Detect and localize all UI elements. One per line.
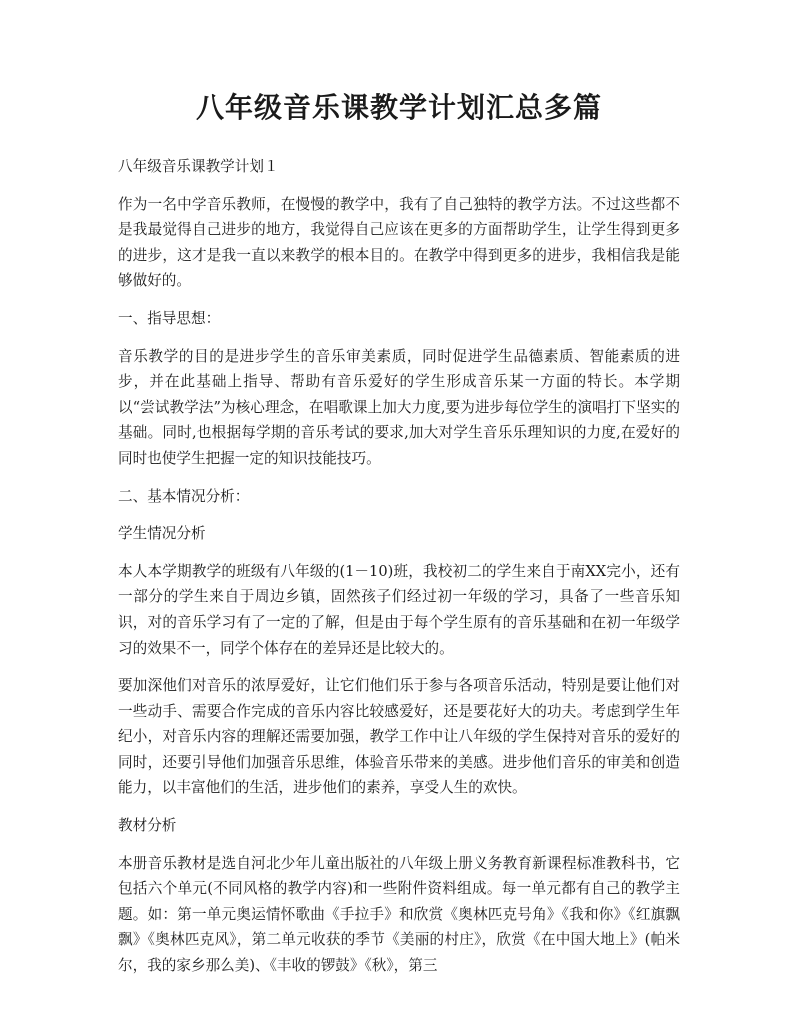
textbook-analysis-paragraph: 本册音乐教材是选自河北少年儿童出版社的八年级上册义务教育新课程标准教科书，它包括六个单元(不同风格的教学内容)和一些附件资料组成。每一单元都有自己的教学主题。如：第一单元奥运情怀歌曲《手拉手》和欣赏《奥林匹克号角》《我和你》《红旗飘飘》《奥林匹克风》，第二单元收获的季节《美丽的村庄》，欣赏《在中国大地上》(帕米尔，我的家乡那么美)、《丰收的锣鼓》《秋》，第三	[118, 854, 680, 975]
student-analysis-paragraph-2: 要加深他们对音乐的浓厚爱好，让它们他们乐于参与各项音乐活动，特别是要让他们对一些动手、需要合作完成的音乐内容比较感爱好，还是要花好大的功夫。考虑到学生年纪小，对音乐内容的理解还需要加强，教学工作中让八年级的学生保持对音乐的爱好的同时，还要引导他们加强音乐思维，体验音乐带来的美感。进步他们音乐的审美和创造能力，以丰富他们的生活，进步他们的素养，享受人生的欢快。	[118, 677, 680, 797]
document-title: 八年级音乐课教学计划汇总多篇	[195, 91, 602, 124]
document-subtitle: 八年级音乐课教学计划１	[118, 158, 279, 175]
section-heading-guiding-ideology: 一、指导思想：	[118, 309, 221, 327]
subheading-textbook-analysis: 教材分析	[118, 817, 177, 835]
subheading-student-analysis: 学生情况分析	[118, 525, 206, 543]
intro-paragraph: 作为一名中学音乐教师，在慢慢的教学中，我有了自己独特的教学方法。不过这些都不是我最觉得自己进步的地方，我觉得自己应该在更多的方面帮助学生，让学生得到更多的进步，这才是我一直以来教学的根本目的。在教学中得到更多的进步，我相信我是能够做好的。	[118, 195, 680, 290]
section-heading-situation-analysis: 二、基本情况分析：	[118, 487, 250, 505]
guiding-ideology-paragraph: 音乐教学的目的是进步学生的音乐审美素质，同时促进学生品德素质、智能素质的进步，并在此基础上指导、帮助有音乐爱好的学生形成音乐某一方面的特长。本学期以“尝试教学法”为核心理念，在唱歌课上加大力度,要为进步每位学生的演唱打下坚实的基础。同时,也根据每学期的音乐考试的要求,加大对学生音乐乐理知识的力度,在爱好的同时也使学生把握一定的知识技能技巧。	[118, 347, 680, 467]
student-analysis-paragraph-1: 本人本学期教学的班级有八年级的(1－10)班，我校初二的学生来自于南XX完小，还有一部分的学生来自于周边乡镇，固然孩子们经过初一年级的学习，具备了一些音乐知识，对的音乐学习有了一定的了解，但是由于每个学生原有的音乐基础和在初一年级学习的效果不一，同学个体存在的差异还是比较大的。	[118, 562, 680, 657]
